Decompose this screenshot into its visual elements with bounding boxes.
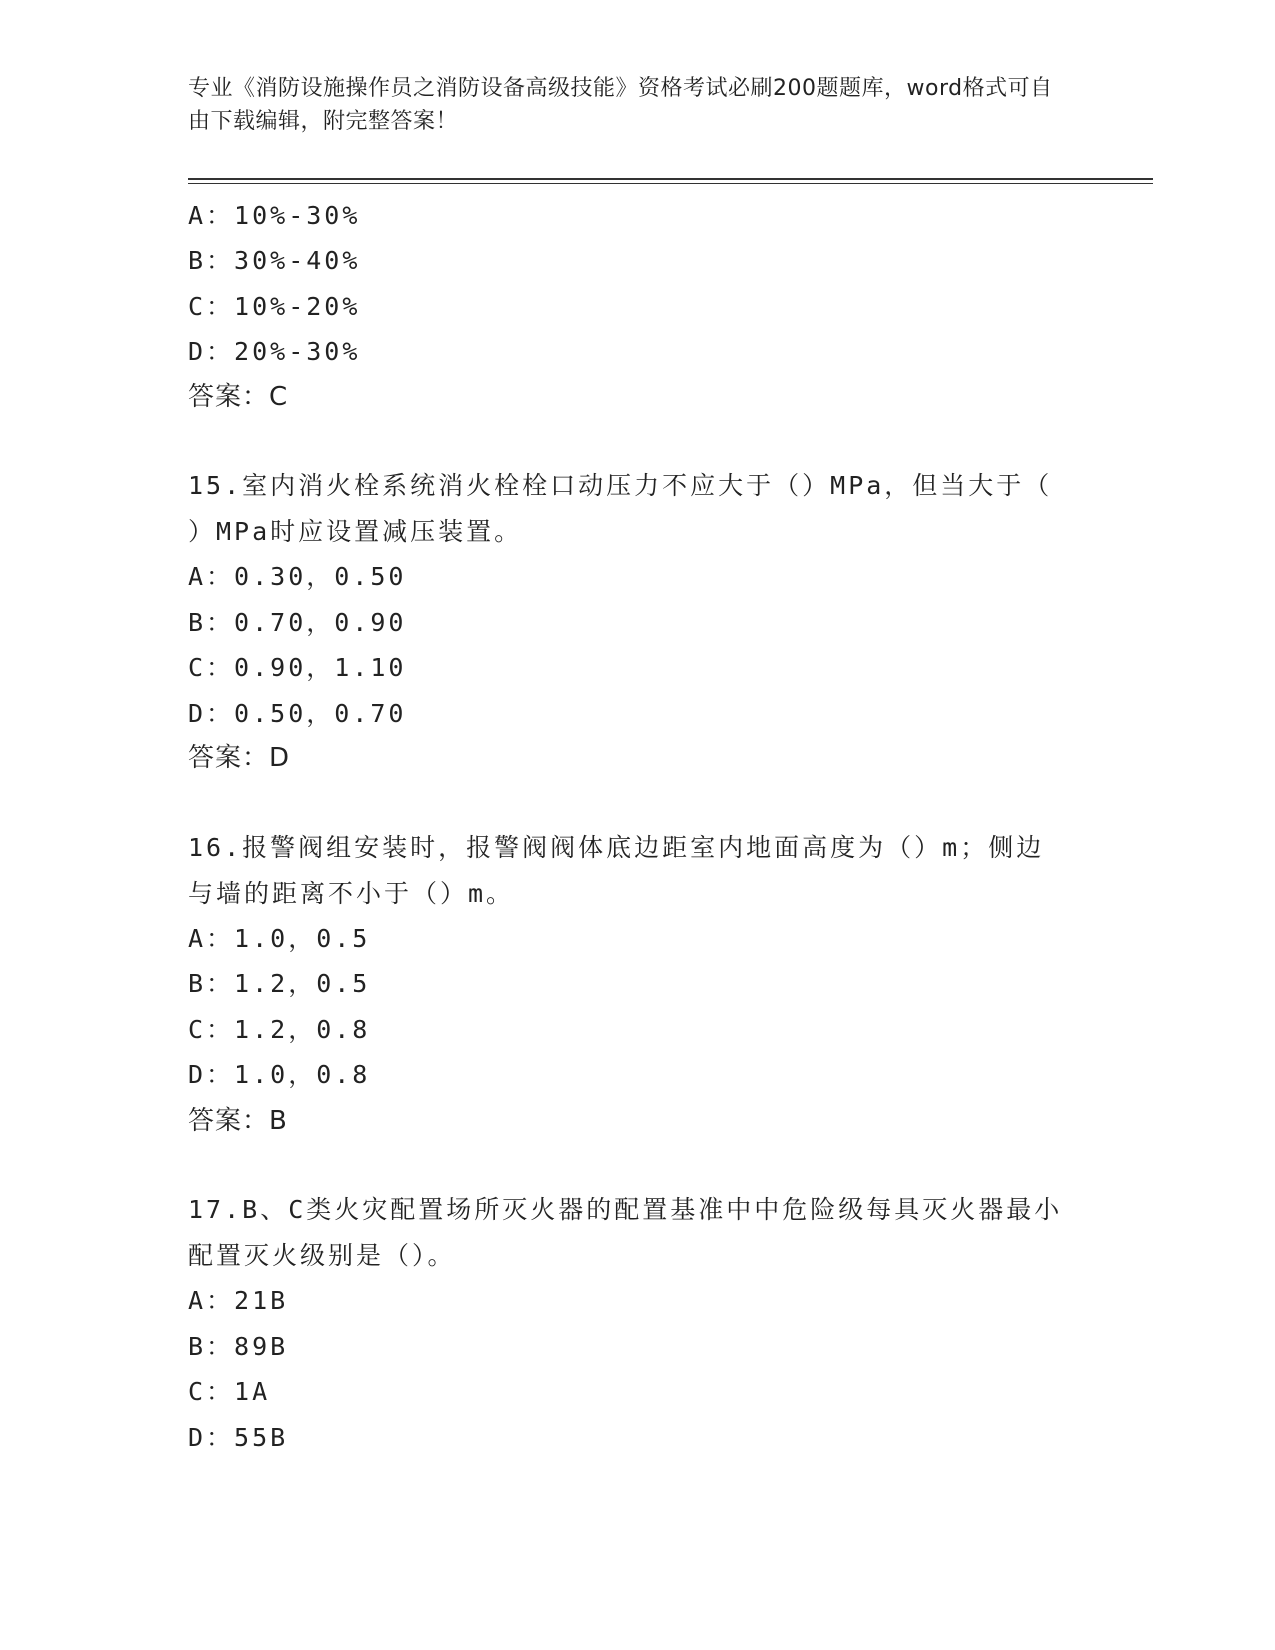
header-rule-thin xyxy=(188,183,1153,184)
q14-option-b: B：30%-40% xyxy=(188,246,361,275)
q17-stem-line1: 17.B、C类火灾配置场所灭火器的配置基准中中危险级每具灭火器最小 xyxy=(188,1195,1063,1224)
q15-option-b: B：0.70，0.90 xyxy=(188,608,407,637)
document-header: 专业《消防设施操作员之消防设备高级技能》资格考试必刷200题题库，word格式可自由下载编辑，附完整答案！ xyxy=(188,76,1053,134)
q15-option-d: D：0.50，0.70 xyxy=(188,699,407,728)
q14-answer: 答案：C xyxy=(188,382,289,412)
q16-stem-line1: 16.报警阀组安装时，报警阀阀体底边距室内地面高度为（）m；侧边 xyxy=(188,833,1045,862)
q15-answer: 答案：D xyxy=(188,743,291,773)
q17-option-c: C：1A xyxy=(188,1377,271,1406)
q16-option-a: A：1.0，0.5 xyxy=(188,924,371,953)
q15-option-a: A：0.30，0.50 xyxy=(188,562,407,591)
q16-option-b: B：1.2，0.5 xyxy=(188,969,371,998)
q15-stem-line2: ）MPa时应设置减压装置。 xyxy=(188,517,523,546)
q14-option-a: A：10%-30% xyxy=(188,201,361,230)
q17-option-b: B：89B xyxy=(188,1332,289,1361)
q14-option-d: D：20%-30% xyxy=(188,337,361,366)
header-rule-thick xyxy=(188,178,1153,180)
q15-option-c: C：0.90，1.10 xyxy=(188,653,407,682)
q16-stem-line2: 与墙的距离不小于（）m。 xyxy=(188,879,515,908)
q16-option-d: D：1.0，0.8 xyxy=(188,1060,371,1089)
q14-option-c: C：10%-20% xyxy=(188,292,361,321)
q17-stem-line2: 配置灭火级别是（）。 xyxy=(188,1241,456,1270)
q15-stem-line1: 15.室内消火栓系统消火栓栓口动压力不应大于（）MPa，但当大于（ xyxy=(188,471,1053,500)
q16-option-c: C：1.2，0.8 xyxy=(188,1015,371,1044)
q17-option-a: A：21B xyxy=(188,1286,289,1315)
q17-option-d: D：55B xyxy=(188,1423,289,1452)
q16-answer: 答案：B xyxy=(188,1106,288,1136)
